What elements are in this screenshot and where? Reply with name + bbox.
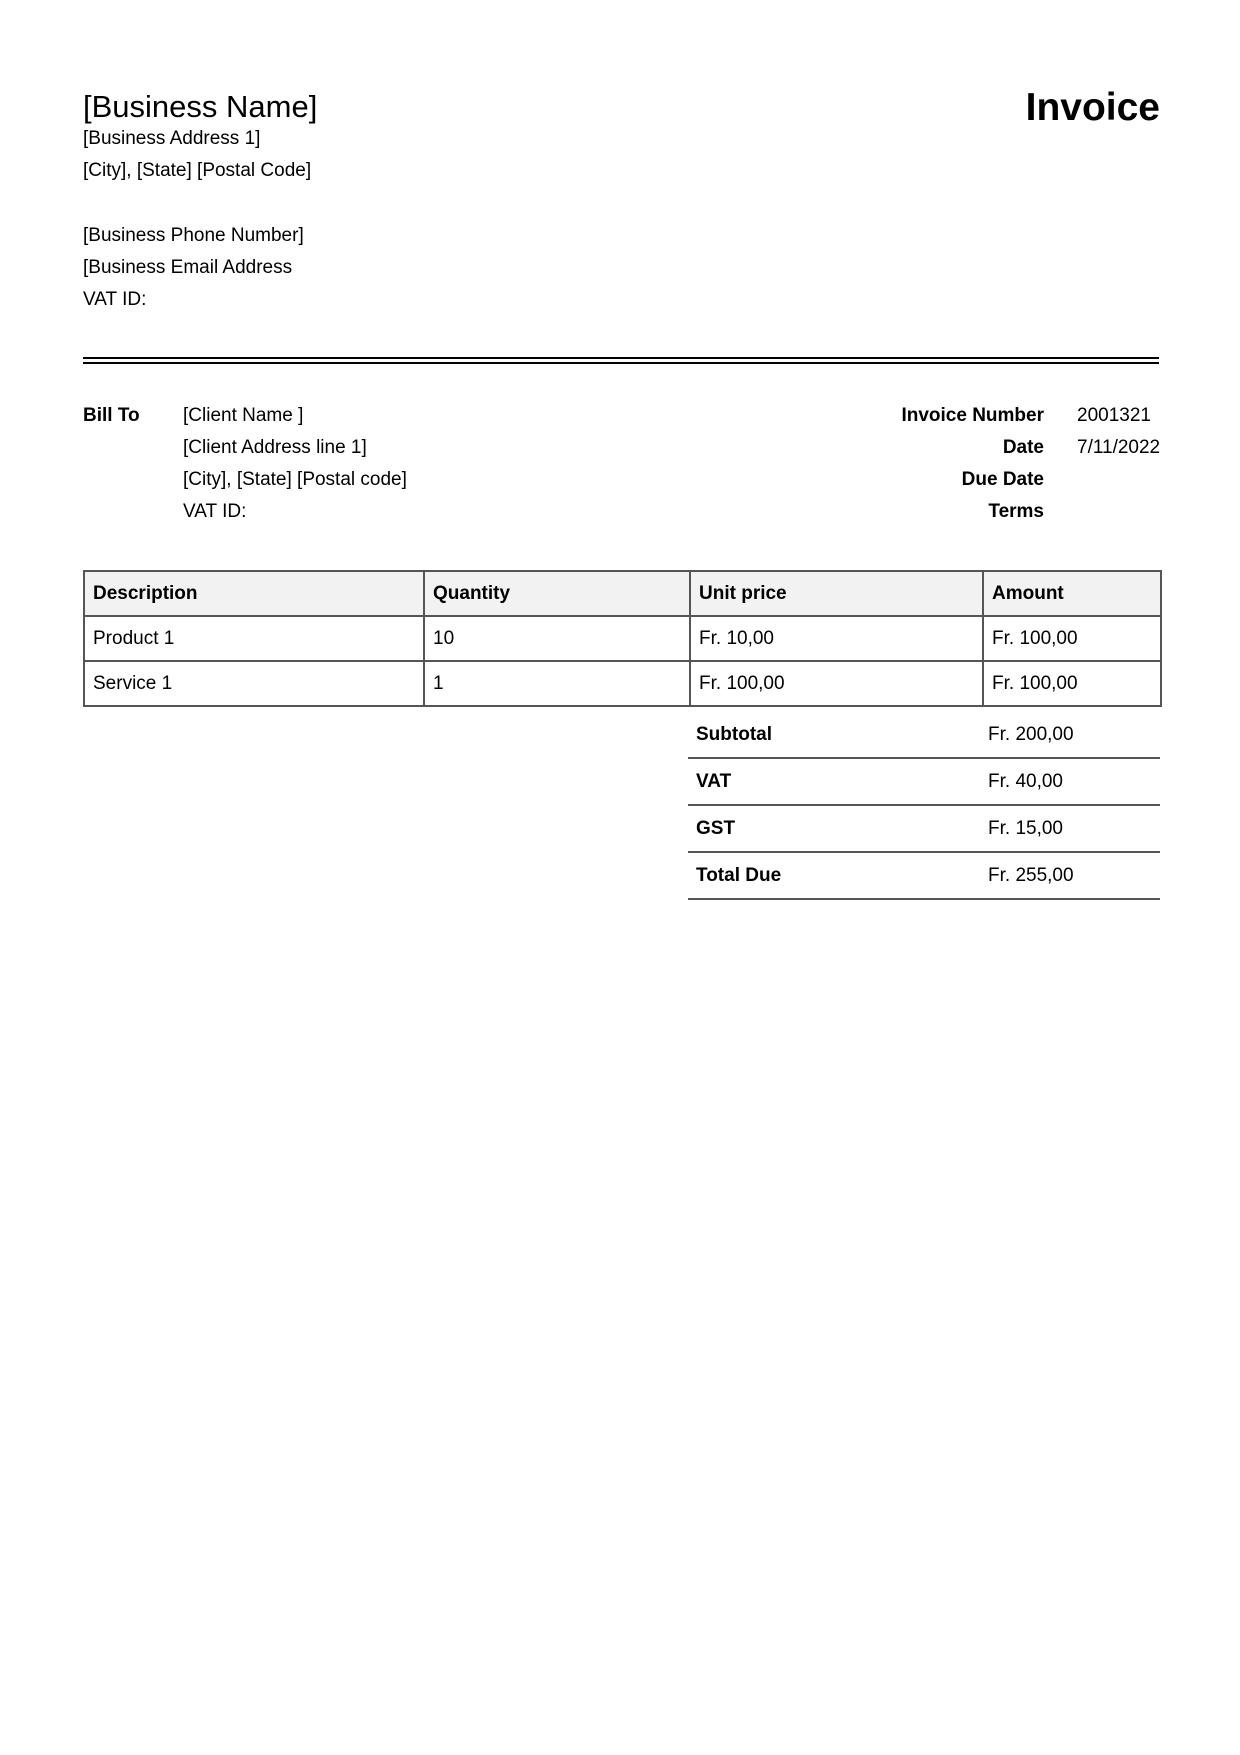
- terms-label: Terms: [988, 501, 1044, 522]
- invoice-number-value: 2001321: [1077, 405, 1151, 426]
- totals-table: [688, 712, 1160, 900]
- vat-label: VAT: [688, 758, 980, 805]
- business-email: [Business Email Address: [83, 257, 293, 278]
- column-header-amount: Amount: [983, 571, 1161, 616]
- item-description: Service 1: [84, 661, 424, 706]
- item-unit-price: Fr. 10,00: [690, 616, 983, 661]
- column-header-quantity: Quantity: [424, 571, 690, 616]
- client-address: [Client Address line 1]: [183, 437, 367, 458]
- total-due-row: [688, 852, 1160, 899]
- subtotal-row: [688, 712, 1160, 758]
- item-amount: Fr. 100,00: [983, 661, 1161, 706]
- due-date-label: Due Date: [961, 469, 1044, 490]
- vat-value: Fr. 40,00: [980, 758, 1160, 805]
- line-items-table: [83, 570, 1162, 707]
- business-city-state-zip: [City], [State] [Postal Code]: [83, 160, 312, 181]
- business-address: [Business Address 1]: [83, 128, 261, 149]
- client-city-state-zip: [City], [State] [Postal code]: [183, 469, 407, 490]
- business-vat-id: VAT ID:: [83, 289, 147, 310]
- table-header-row: [84, 571, 1161, 616]
- column-header-unit-price: Unit price: [690, 571, 983, 616]
- client-vat-id: VAT ID:: [183, 501, 247, 522]
- header-divider-bottom: [83, 362, 1159, 364]
- header-divider-top: [83, 357, 1159, 359]
- item-description: Product 1: [84, 616, 424, 661]
- business-phone: [Business Phone Number]: [83, 225, 304, 246]
- gst-row: [688, 805, 1160, 852]
- vat-row: [688, 758, 1160, 805]
- gst-value: Fr. 15,00: [980, 805, 1160, 852]
- table-row: [84, 661, 1161, 706]
- date-value: 7/11/2022: [1077, 437, 1161, 458]
- column-header-description: Description: [84, 571, 424, 616]
- item-quantity: 10: [424, 616, 690, 661]
- subtotal-value: Fr. 200,00: [980, 712, 1160, 758]
- item-amount: Fr. 100,00: [983, 616, 1161, 661]
- date-label: Date: [1002, 437, 1044, 458]
- gst-label: GST: [688, 805, 980, 852]
- table-row: [84, 616, 1161, 661]
- invoice-title: Invoice: [1025, 86, 1160, 129]
- subtotal-label: Subtotal: [688, 712, 980, 758]
- total-due-value: Fr. 255,00: [980, 852, 1160, 899]
- client-name: [Client Name ]: [183, 405, 304, 426]
- business-name: [Business Name]: [83, 89, 318, 124]
- item-unit-price: Fr. 100,00: [690, 661, 983, 706]
- item-quantity: 1: [424, 661, 690, 706]
- invoice-number-label: Invoice Number: [901, 405, 1044, 426]
- total-due-label: Total Due: [688, 852, 980, 899]
- bill-to-label: Bill To: [83, 405, 140, 426]
